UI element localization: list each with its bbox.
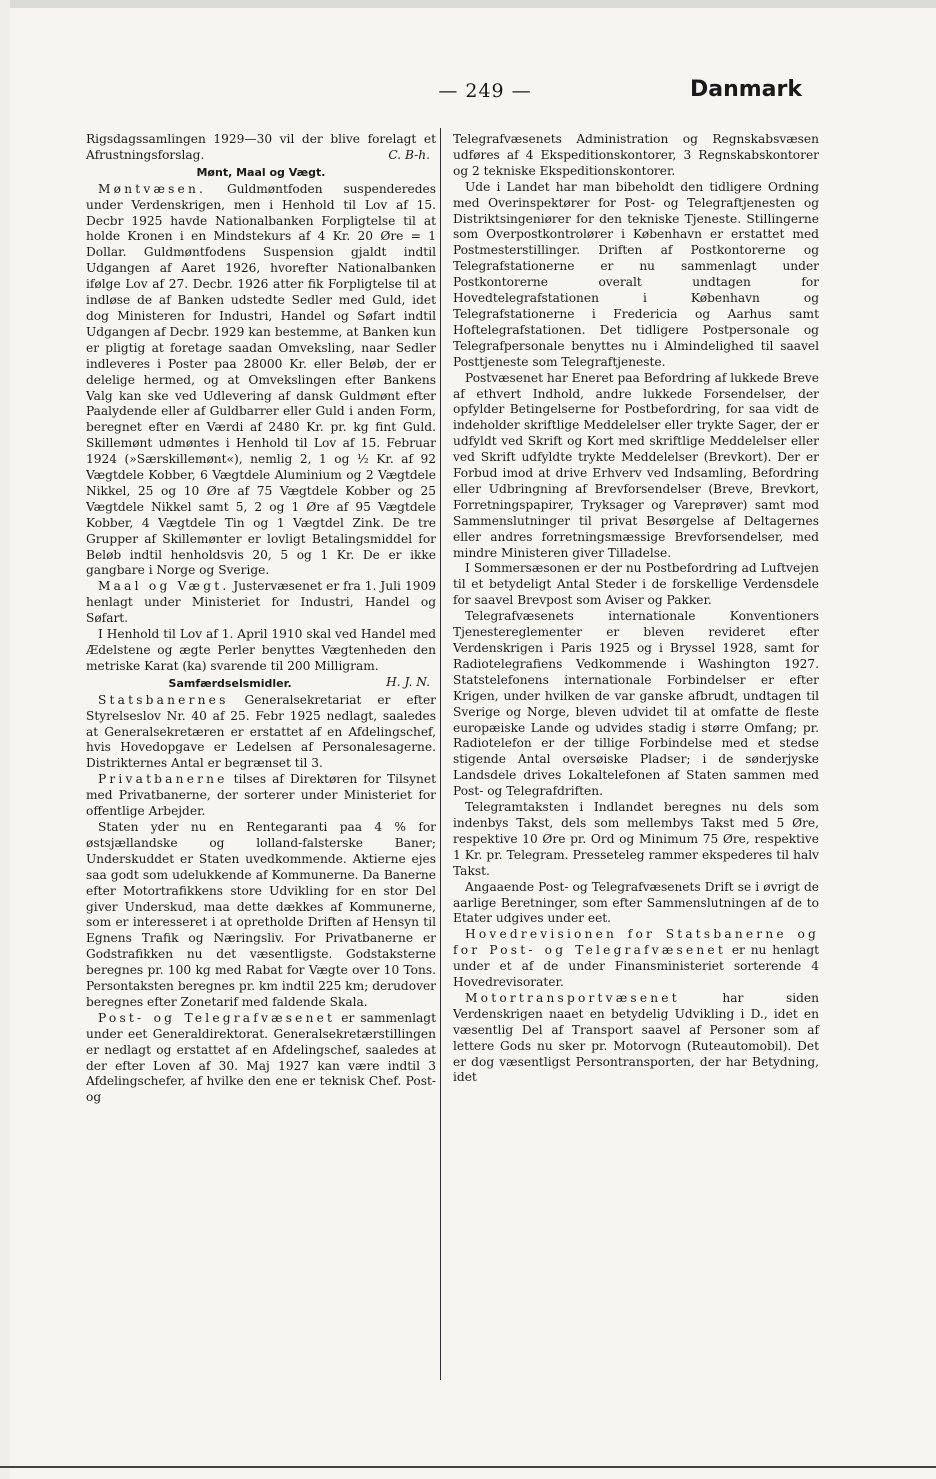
lead-term: Møntvæsen. xyxy=(98,181,207,196)
paragraph: I Sommersæsonen er der nu Postbefordring ad Luftvejen til et betydeligt Antal Steder i de forskellige Verdensdele for saavel Brevpost som Aviser og Pakker. xyxy=(453,561,819,608)
paragraph: Telegrafvæsenets Administration og Regnskabsvæsen udføres af 4 Ekspeditionskontorer, 3 Regnskabskontorer og 2 tekniske Ekspeditionskontorer. xyxy=(453,132,819,178)
page-left-margin xyxy=(0,0,10,1479)
page-header xyxy=(60,77,810,110)
column-divider xyxy=(440,128,441,1380)
running-head: Danmark xyxy=(689,77,802,102)
section-heading: Samfærdselsmidler. xyxy=(168,676,292,690)
left-column xyxy=(86,132,436,1106)
lead-term: Motortransportvæsenet xyxy=(465,990,680,1005)
author-signature: C. B-h. xyxy=(388,147,430,162)
paragraph: Motortransportvæsenet har siden Verdenskrigen naaet en betydelig Udvikling i D., idet en væsentlig Del af Transport saavel af Personer som af lettere Gods nu sker pr. Motorvogn (Ruteautomobil). Det er dog væsentligst Persontransporten, der har Betydning, idet xyxy=(453,990,819,1085)
paragraph: Statsbanernes Generalsekretariat er efter Styrelseslov Nr. 40 af 25. Febr 1925 nedlagt, saaledes at Generalsekretæren er erstattet af en Afdelingschef, hvis Hovedopgave er Ledelsen af Personalesagerne. Distrikternes Antal er begrænset til 3. xyxy=(86,692,436,771)
paragraph: Privatbanerne tilses af Direktøren for Tilsynet med Privatbanerne, der sorterer under Ministeriet for offentlige Arbejder. xyxy=(86,772,436,819)
paragraph: Telegramtaksten i Indlandet beregnes nu dels som indenbys Takst, dels som mellembys Takst med 5 Øre, respektive 10 Øre pr. Ord og Minimum 75 Øre, respektive 1 Kr. pr. Telegram. Presseteleg rammer ekspederes til halv Takst. xyxy=(453,800,819,878)
page-bottom-edge xyxy=(0,1466,936,1468)
lead-term: Post- og Telegrafvæsenet xyxy=(98,1010,336,1025)
paragraph: Rigsdagssamlingen 1929—30 vil der blive forelagt et Afrustningsforslag. C. B-h. xyxy=(86,132,436,162)
page-top-edge xyxy=(0,0,936,8)
paragraph: Postvæsenet har Eneret paa Befordring af lukkede Breve af ethvert Indhold, andre lukkede Forsendelser, der opfylder Betingelserne for Postbefordring, for saa vidt de indeholder skriftlige Meddelelser eller trykte Sager, der er udfyldt ved Skrift og Kort med skriftlige Meddelelser eller ved Skrift udfyldte trykte Meddelelser (Brevkort). Der er Forbud imod at drive Erhverv ved Indsamling, Befordring eller Udbringning af Brevforsendelser (Breve, Brevkort, Forretningspapirer, Tryksager og Vareprøver) samt mod Sammenslutninger til privat Besørgelse af Deltagernes eller andres forretningsmæssige Brevforsendelser, med mindre Ministeren giver Tilladelse. xyxy=(453,370,819,560)
paragraph: Ude i Landet har man bibeholdt den tidligere Ordning med Overinspektører for Post- og Telegraftjenesten og Distriktsingeniører for den tekniske Tjeneste. Stillingerne som Overpostkontrolører i København er erstattet med Postmesterstillinger. Driften af Postkontorerne og Telegrafstationerne er nu sammenlagt under Postkontorerne overalt undtagen for Hovedtelegrafstationen i København og Telegrafstationerne i Fredericia og Aarhus samt Hoftelegrafstationen. Det tidligere Postpersonale og Telegrafpersonale benyttes nu i Almindelighed til saavel Posttjeneste som Telegraftjeneste. xyxy=(453,179,819,369)
paragraph: Staten yder nu en Rentegaranti paa 4 % for østsjællandske og lolland-falsterske Baner; Underskuddet er Staten uvedkommende. Aktierne ejes saa godt som udelukkende af Kommunerne. Da Banerne efter Motortrafikkens store Udvikling for en stor Del giver Underskud, maa dette dækkes af Kommunerne, som er interesseret i at opretholde Driften af Hensyn til Egnens Trafik og Næringsliv. For Privatbanerne er Godstrafikken nu det væsentligste. Godstaksterne beregnes pr. 100 kg med Rabat for Vægte over 10 Tons. Persontaksten beregnes pr. km indtil 225 km; derudover beregnes efter Zonetarif med faldende Skala. xyxy=(86,819,436,1009)
section-heading: Mønt, Maal og Vægt. xyxy=(196,165,326,179)
paragraph: Telegrafvæsenets internationale Konventioners Tjenestereglementer er bleven revideret efter Verdenskrigen i Paris 1925 og i Bryssel 1928, samt for Radiotelegrafiens Vedkommende i Washington 1927. Statstelefonens internationale Forbindelser er efter Krigen, under hvilken de var ganske afbrudt, undtagen til Sverige og Norge, bleven udvidet til at omfatte de fleste europæiske Lande og udvides stadig i større Omfang; pr. Radiotelefon er der tillige Forbindelse med et stedse stigende Antal oversøiske Pladser; i de sønderjyske Landsdele drives Lokaltelefonen af Staten sammen med Post- og Telegrafdriften. xyxy=(453,609,819,799)
paragraph: I Henhold til Lov af 1. April 1910 skal ved Handel med Ædelstene og ægte Perler benyttes Vægtenheden den metriske Karat (ka) svarende til 200 Milligram. H. J. N. xyxy=(86,627,436,689)
paragraph: Hovedrevisionen for Statsbanerne og for Post- og Telegrafvæsenet er nu henlagt under et af de under Finansministeriet sorterende 4 Hovedrevisorater. xyxy=(453,927,820,990)
paragraph: Angaaende Post- og Telegrafvæsenets Drift se i øvrigt de aarlige Beretninger, som efter Sammenslutningen af de to Etater udgives under eet. xyxy=(453,879,819,926)
paragraph: Møntvæsen. Guldmøntfoden suspenderedes under Verdenskrigen, men i Henhold til Lov af 15. Decbr 1925 havde Nationalbanken Forpligtelse til at holde Kronen i en Mindstekurs af 4 Kr. 20 Øre = 1 Dollar. Guldmøntfodens Suspension gjaldt indtil Udgangen af Aaret 1926, hvorefter Nationalbanken ifølge Lov af 27. Decbr. 1926 atter fik Forpligtelse til at indløse de af Banken udstedte Sedler med Guld, idet dog Ministeren for Industri, Handel og Søfart indtil Udgangen af Decbr. 1929 kan bestemme, at Banken kun er pligtig at foretage saadan Omveksling, naar Sedler indleveres i Poster paa 28000 Kr. eller Beløb, der er delelige hermed, og at Omvekslingen efter Bankens Valg kan ske ved Udlevering af dansk Guldmønt efter Paalydende eller af Guldbarrer eller Guld i anden Form, beregnet efter en Værdi af 2480 Kr. pr. kg fint Guld. Skillemønt udmøntes i Henhold til Lov af 15. Februar 1924 (»Særskillemønt«), nemlig 2, 1 og ½ Kr. af 92 Vægtdele Kobber, 6 Vægtdele Aluminium og 2 Vægtdele Nikkel, 25 og 10 Øre af 75 Vægtdele Kobber og 25 Vægtdele Nikkel samt 5, 2 og 1 Øre af 95 Vægtdele Kobber, 4 Vægtdele Tin og 1 Vægtdel Zink. De tre Grupper af Skillemønter er lovligt Betalingsmiddel for Beløb indtil henholdsvis 20, 5 og 1 Kr. De er ikke gangbare i Norge og Sverige. xyxy=(86,181,436,578)
lead-term: Hovedrevisionen for Statsbanerne og for Post- og Telegrafvæsenet xyxy=(453,927,819,958)
paragraph: Maal og Vægt. Justervæsenet er fra 1. Juli 1909 henlagt under Ministeriet for Industri, Handel og Søfart. xyxy=(86,579,436,626)
lead-term: Privatbanerne xyxy=(98,772,228,787)
author-signature: H. J. N. xyxy=(386,674,430,689)
lead-term: Maal og Vægt. xyxy=(98,579,230,594)
page-number: — 249 — xyxy=(438,80,532,102)
right-column xyxy=(453,132,819,1086)
paragraph: Post- og Telegrafvæsenet er sammenlagt under eet Generaldirektorat. Generalsekretærstillingen er nedlagt og erstattet af en Afdelingschef, saaledes at der efter Loven af 30. Maj 1927 kan være indtil 3 Afdelingschefer, af hvilke den ene er teknisk Chef. Post- og xyxy=(86,1010,436,1105)
lead-term: Statsbanernes xyxy=(98,692,229,707)
